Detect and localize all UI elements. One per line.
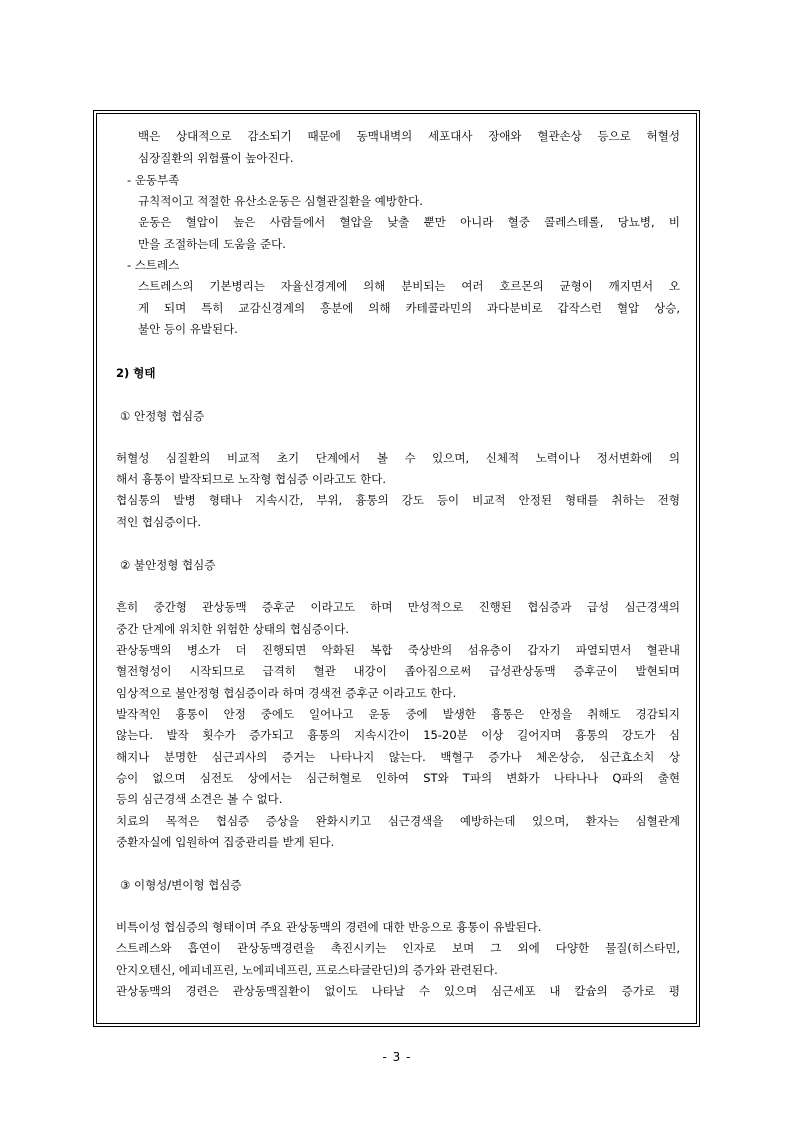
text-line: 운동은 혈압이 높은 사람들에서 혈압을 낮출 뿐만 아니라 혈중 콜레스테롤, 당뇨병, 비 <box>138 215 680 229</box>
text-line: 심장질환의 위험률이 높아진다. <box>138 151 294 165</box>
text-line: 관상동맥의 병소가 더 진행되면 악화된 복합 죽상반의 섬유층이 갑자기 파열되면서 혈관내 <box>116 643 680 657</box>
text-line: 등의 심근경색 소견은 볼 수 없다. <box>116 792 283 806</box>
text-line: 스트레스의 기본병리는 자율신경계에 의해 분비되는 여러 호르몬의 균형이 깨지면서 오 <box>138 279 680 293</box>
text-line: 허혈성 심질환의 비교적 초기 단계에서 볼 수 있으며, 신체적 노력이나 정서변화에 의 <box>116 451 680 465</box>
page-number: - 3 - <box>382 1050 412 1064</box>
text-line: 치료의 목적은 협심증 증상을 완화시키고 심근경색을 예방하는데 있으며, 환자는 심혈관계 <box>116 814 680 828</box>
text-line: 중환자실에 입원하여 집중관리를 받게 된다. <box>116 835 335 849</box>
text-line: 적인 협심증이다. <box>116 515 202 529</box>
text-line: 혈전형성이 시작되므로 급격히 혈관 내강이 좁아짐으로써 급성관상동맥 증후군이 발현되며 <box>116 664 680 678</box>
list-item-stress: - 스트레스 <box>127 258 180 272</box>
text-line: 해서 흉통이 발작되므로 노작형 협심증 이라고도 한다. <box>116 472 386 486</box>
text-line: 흔히 중간형 관상동맥 증후군 이라고도 하며 만성적으로 진행된 협심증과 급성 심근경색의 <box>116 600 680 614</box>
text-line: 관상동맥의 경련은 관상동맥질환이 없이도 나타날 수 있으며 심근세포 내 칼슘의 증가로 평 <box>116 984 680 998</box>
text-line: 임상적으로 불안정형 협심증이라 하며 경색전 증후군 이라고도 한다. <box>116 686 457 700</box>
text-line: 만을 조절하는데 도움을 준다. <box>138 237 286 251</box>
text-line: 발작적인 흉통이 안정 중에도 일어나고 운동 중에 발생한 흉통은 안정을 취해도 경감되지 <box>116 707 680 721</box>
subsection-heading-unstable-angina: ② 불안정형 협심증 <box>120 558 216 572</box>
subsection-heading-variant-angina: ③ 이형성/변이형 협심증 <box>120 878 242 892</box>
text-line: 스트레스와 흡연이 관상동맥경련을 촉진시키는 인자로 보며 그 외에 다양한 물질(히스타민, <box>116 941 680 955</box>
text-line: 안지오텐신, 에피네프린, 노에피네프린, 프로스타글란딘)의 증가와 관련된다. <box>116 963 498 977</box>
text-line: 규칙적이고 적절한 유산소운동은 심혈관질환을 예방한다. <box>138 194 423 208</box>
text-line: 해지나 분명한 심근괴사의 증거는 나타나지 않는다. 백혈구 증가나 체온상승, 심근효소치 상 <box>116 750 680 764</box>
text-line: 중간 단계에 위치한 위험한 상태의 협심증이다. <box>116 622 350 636</box>
section-heading: 2) 형태 <box>116 366 156 380</box>
text-line: 비특이성 협심증의 형태이며 주요 관상동맥의 경련에 대한 반응으로 흉통이 유발된다. <box>116 920 542 934</box>
subsection-heading-stable-angina: ① 안정형 협심증 <box>120 409 205 423</box>
list-item-exercise: - 운동부족 <box>127 173 180 187</box>
text-line: 협심통의 발병 형태나 지속시간, 부위, 흉통의 강도 등이 비교적 안정된 형태를 취하는 전형 <box>116 493 680 507</box>
text-line: 백은 상대적으로 감소되기 때문에 동맥내벽의 세포대사 장애와 혈관손상 등으로 허혈성 <box>138 129 680 143</box>
text-line: 않는다. 발작 횟수가 증가되고 흉통의 지속시간이 15-20분 이상 길어지며 흉통의 강도가 심 <box>116 728 680 742</box>
text-line: 게 되며 특히 교감신경계의 흥분에 의해 카테콜라민의 과다분비로 갑작스런 혈압 상승, <box>138 301 680 315</box>
text-line: 불안 등이 유발된다. <box>138 322 238 336</box>
text-line: 승이 없으며 심전도 상에서는 심근허혈로 인하여 ST와 T파의 변화가 나타나나 Q파의 출현 <box>116 771 680 785</box>
